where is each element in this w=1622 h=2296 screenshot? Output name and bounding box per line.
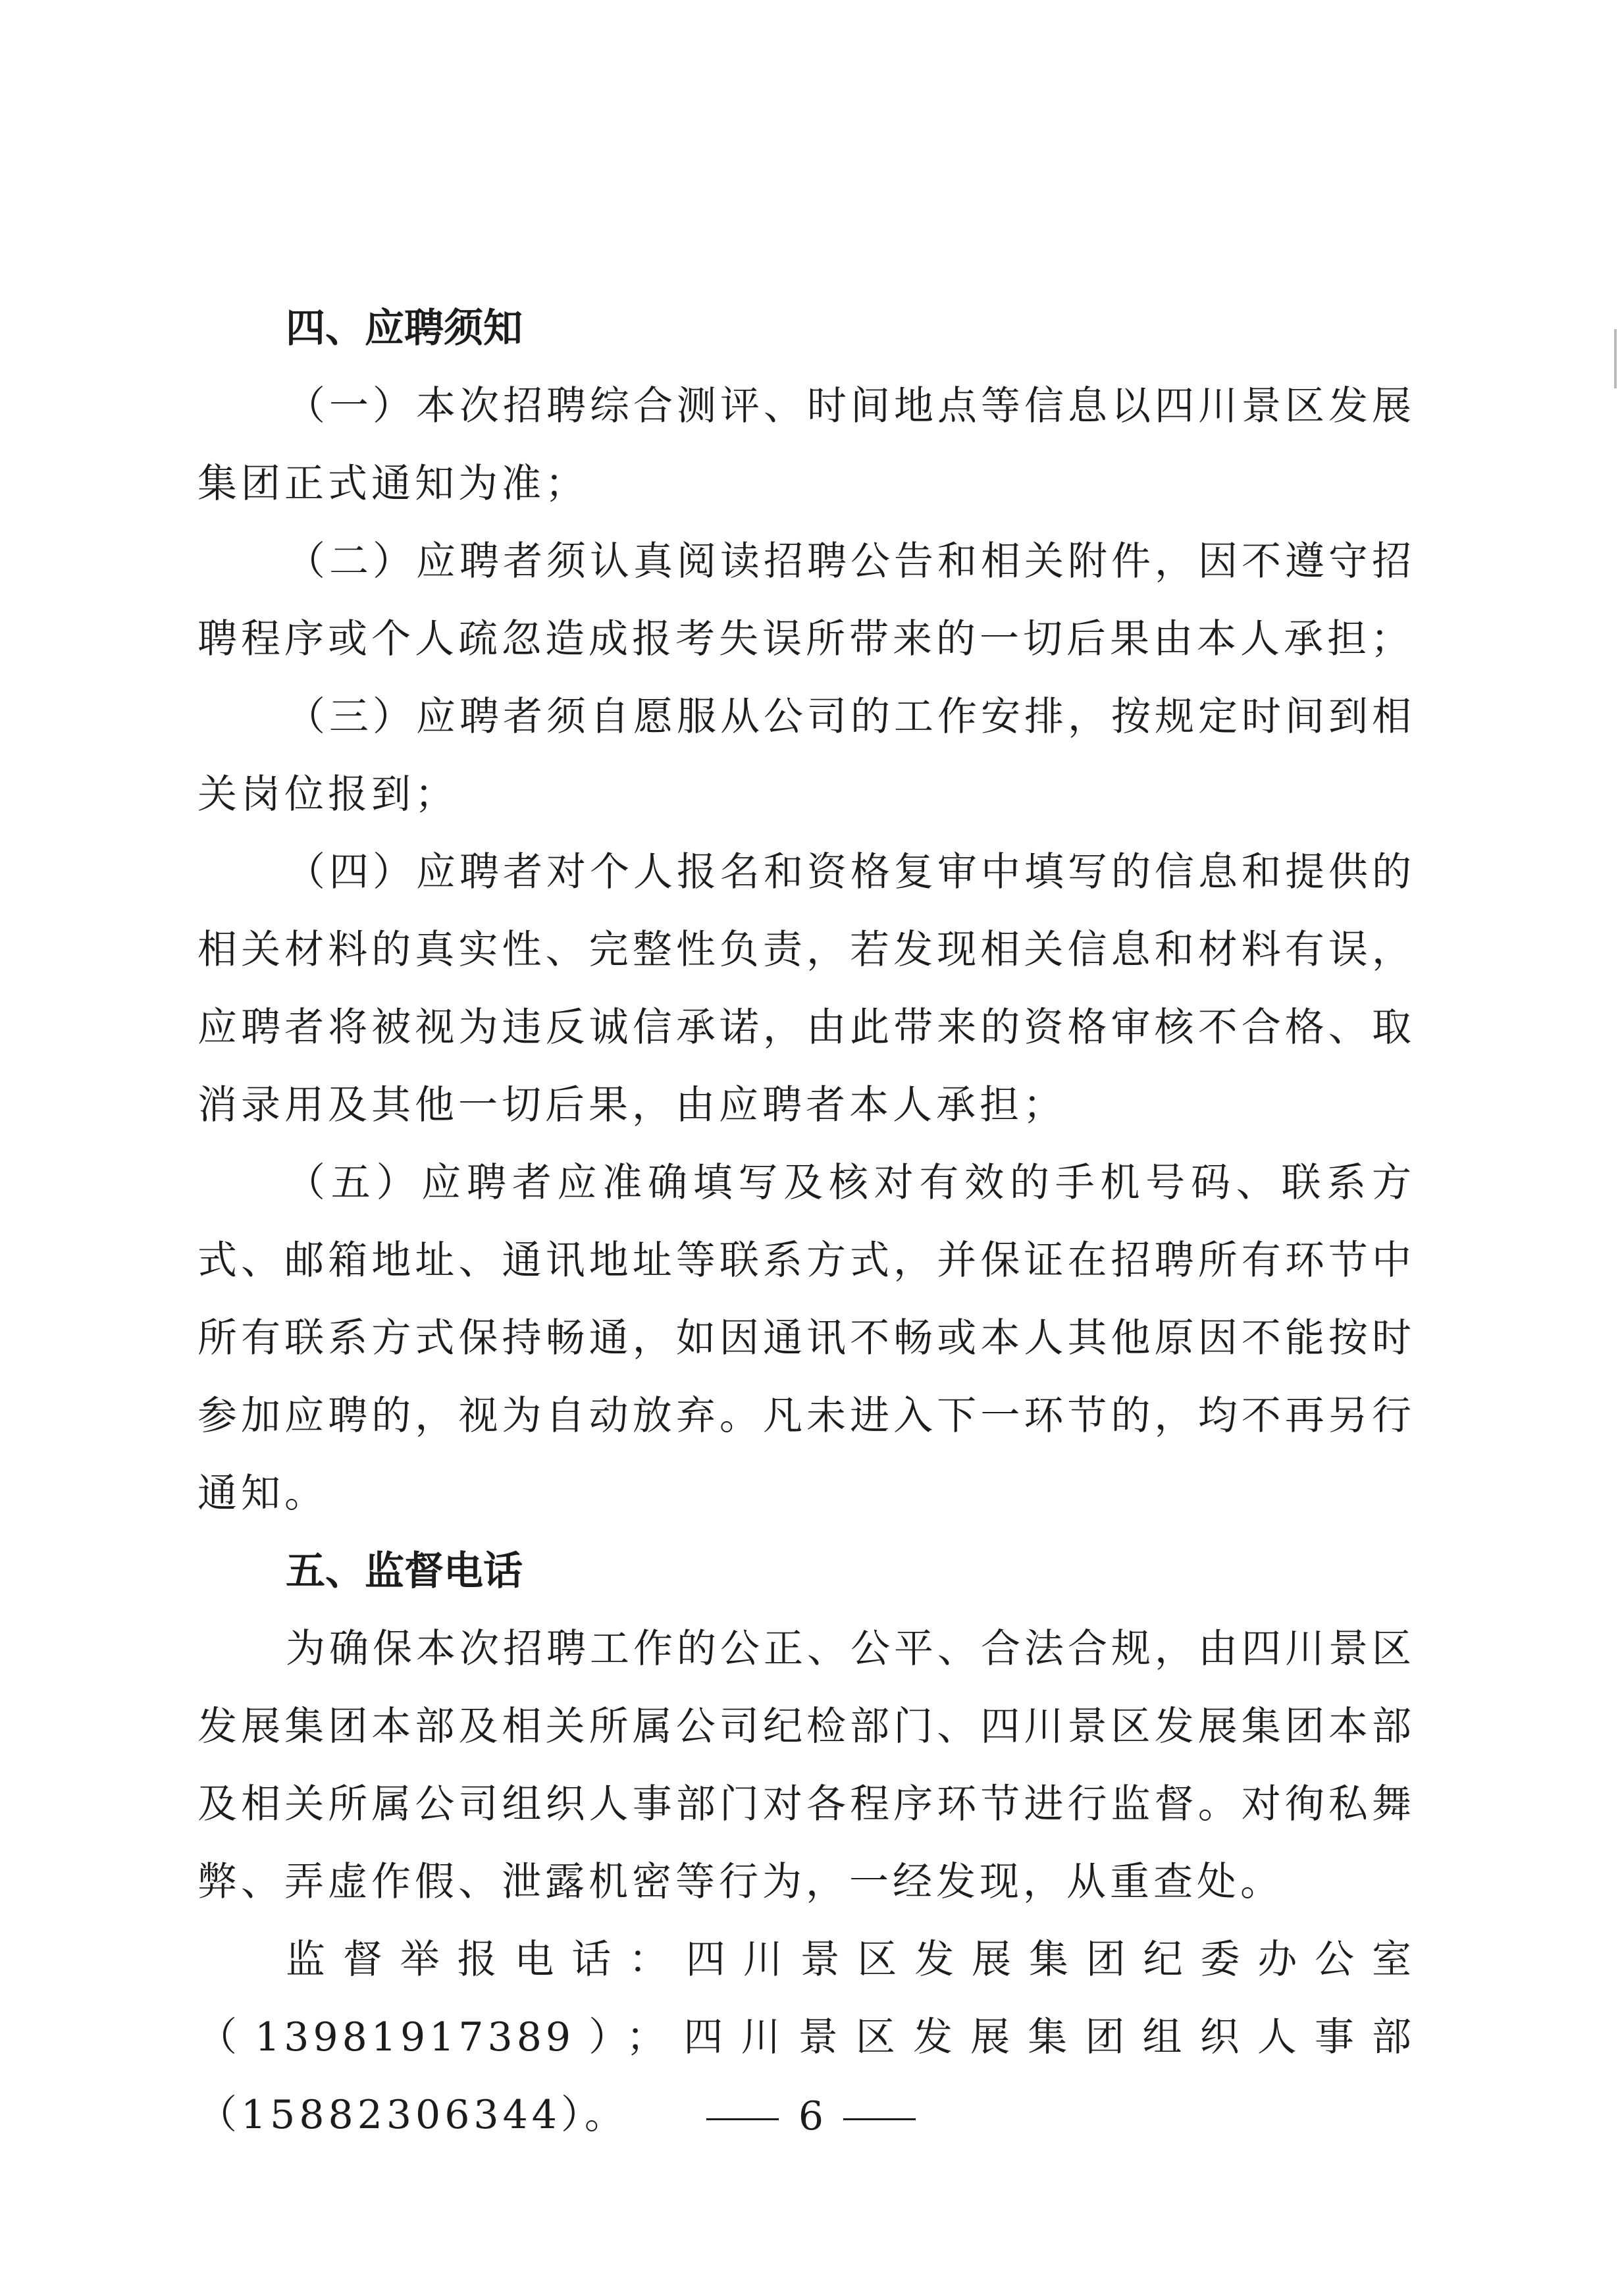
- notice-item-1: （一）本次招聘综合测评、时间地点等信息以四川景区发展集团正式通知为准；: [197, 383, 1415, 507]
- hotline-paragraph: 监督举报电话：四川景区发展集团纪委办公室（13981917389）；四川景区发展集团组织人事部（15882306344）。: [197, 1937, 1415, 2138]
- section-heading-supervision-phone: 五、监督电话: [286, 1548, 523, 1594]
- supervision-paragraph: 为确保本次招聘工作的公正、公平、合法合规，由四川景区发展集团本部及相关所属公司纪检部门、四川景区发展集团本部及相关所属公司组织人事部门对各程序环节进行监督。对徇私舞弊、弄虚作假、泄露机密等行为，一经发现，从重查处。: [197, 1626, 1415, 1905]
- notice-item-4: （四）应聘者对个人报名和资格复审中填写的信息和提供的相关材料的真实性、完整性负责，若发现相关信息和材料有误，应聘者将被视为违反诚信承诺，由此带来的资格审核不合格、取消录用及其他一切后果，由应聘者本人承担；: [197, 849, 1415, 1128]
- scan-edge-mark: [1614, 329, 1617, 388]
- page-number: 6: [798, 2093, 824, 2139]
- notice-item-3: （三）应聘者须自愿服从公司的工作安排，按规定时间到相关岗位报到；: [197, 694, 1415, 818]
- page-footer: [0, 2090, 1622, 2143]
- footer-dash-left: [706, 2118, 779, 2120]
- section-heading-application-notice: 四、应聘须知: [286, 305, 523, 352]
- footer-dash-right: [843, 2118, 916, 2120]
- notice-item-2: （二）应聘者须认真阅读招聘公告和相关附件，因不遵守招聘程序或个人疏忽造成报考失误所带来的一切后果由本人承担；: [197, 538, 1415, 662]
- document-body: [197, 290, 1415, 2154]
- notice-item-5: （五）应聘者应准确填写及核对有效的手机号码、联系方式、邮箱地址、通讯地址等联系方式，并保证在招聘所有环节中所有联系方式保持畅通，如因通讯不畅或本人其他原因不能按时参加应聘的，视为自动放弃。凡未进入下一环节的，均不再另行通知。: [197, 1160, 1415, 1517]
